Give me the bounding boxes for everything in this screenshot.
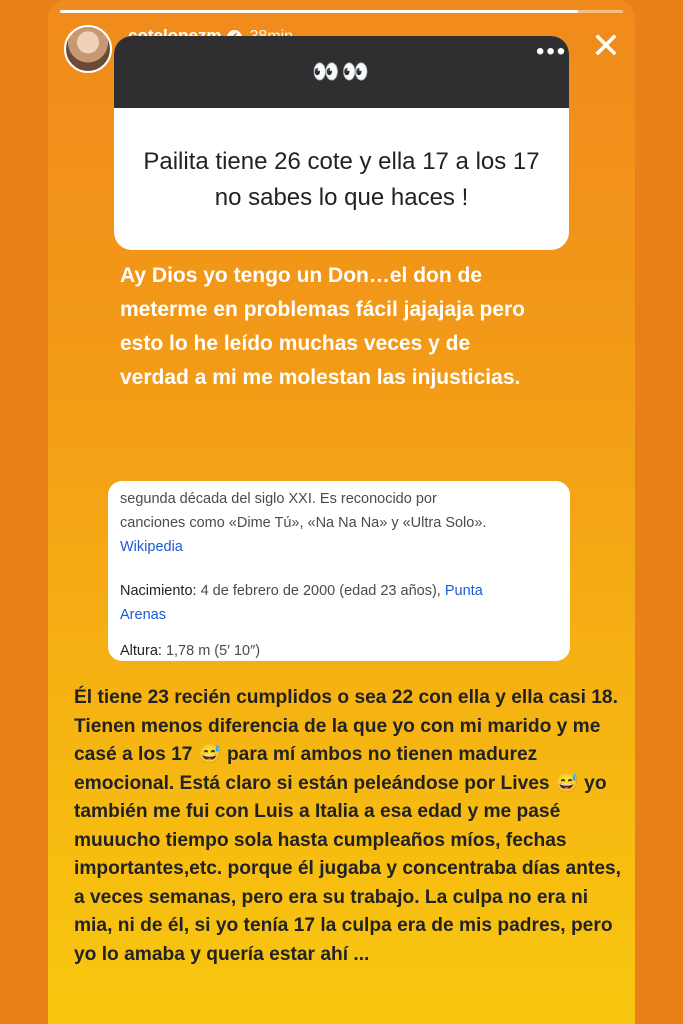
birth-label: Nacimiento: xyxy=(120,583,197,599)
height-value: 1,78 m (5′ 10″) xyxy=(165,643,261,659)
story-progress-bar xyxy=(60,10,623,13)
close-icon[interactable]: ✕ xyxy=(590,25,621,66)
reply-text: Ay Dios yo tengo un Don…el don de meterme en problemas fácil jajajaja pero esto lo he leído muchas veces y de verdad a mi me molestan las injusticias. xyxy=(120,264,526,389)
story-viewer[interactable] xyxy=(48,0,635,1024)
more-options-icon[interactable]: ••• xyxy=(536,38,568,65)
question-text: Pailita tiene 26 cote y ella 17 a los 17 no sabes lo que haces ! xyxy=(143,148,540,211)
avatar[interactable] xyxy=(64,25,112,73)
wiki-line: segunda década del siglo XXI. Es reconocido por xyxy=(120,491,437,507)
height-label: Altura: xyxy=(120,643,162,659)
story-progress-fill xyxy=(60,10,578,13)
birth-place-link[interactable]: Arenas xyxy=(120,607,166,623)
wikipedia-snippet xyxy=(108,481,570,661)
question-header: 👀👀 xyxy=(114,36,569,108)
question-sticker xyxy=(114,36,569,250)
story-caption: Él tiene 23 recién cumplidos o sea 22 con ella y ella casi 18. Tienen menos diferencia de la que yo con mi marido y me casé a los 17 😅 para mí ambos no tienen madurez emocional. Está claro si están peleándose por Lives 😅 yo también me fui con Luis a Italia a esa edad y me pasé muuucho tiempo sola hasta cumpleaños míos, fechas importantes,etc. porque él jugaba y concentraba días antes, a veces semanas, pero era su trabajo. La culpa no era ni mia, ni de él, si yo tenía 17 la culpa era de mis padres, pero yo lo amaba y quería estar ahí ... xyxy=(74,687,621,965)
birth-value: 4 de febrero de 2000 (edad 23 años), xyxy=(200,583,441,599)
birth-place-link[interactable]: Punta xyxy=(444,583,483,599)
wikipedia-link[interactable]: Wikipedia xyxy=(120,539,183,555)
wiki-line: canciones como «Dime Tú», «Na Na Na» y «Ultra Solo». xyxy=(120,515,487,531)
